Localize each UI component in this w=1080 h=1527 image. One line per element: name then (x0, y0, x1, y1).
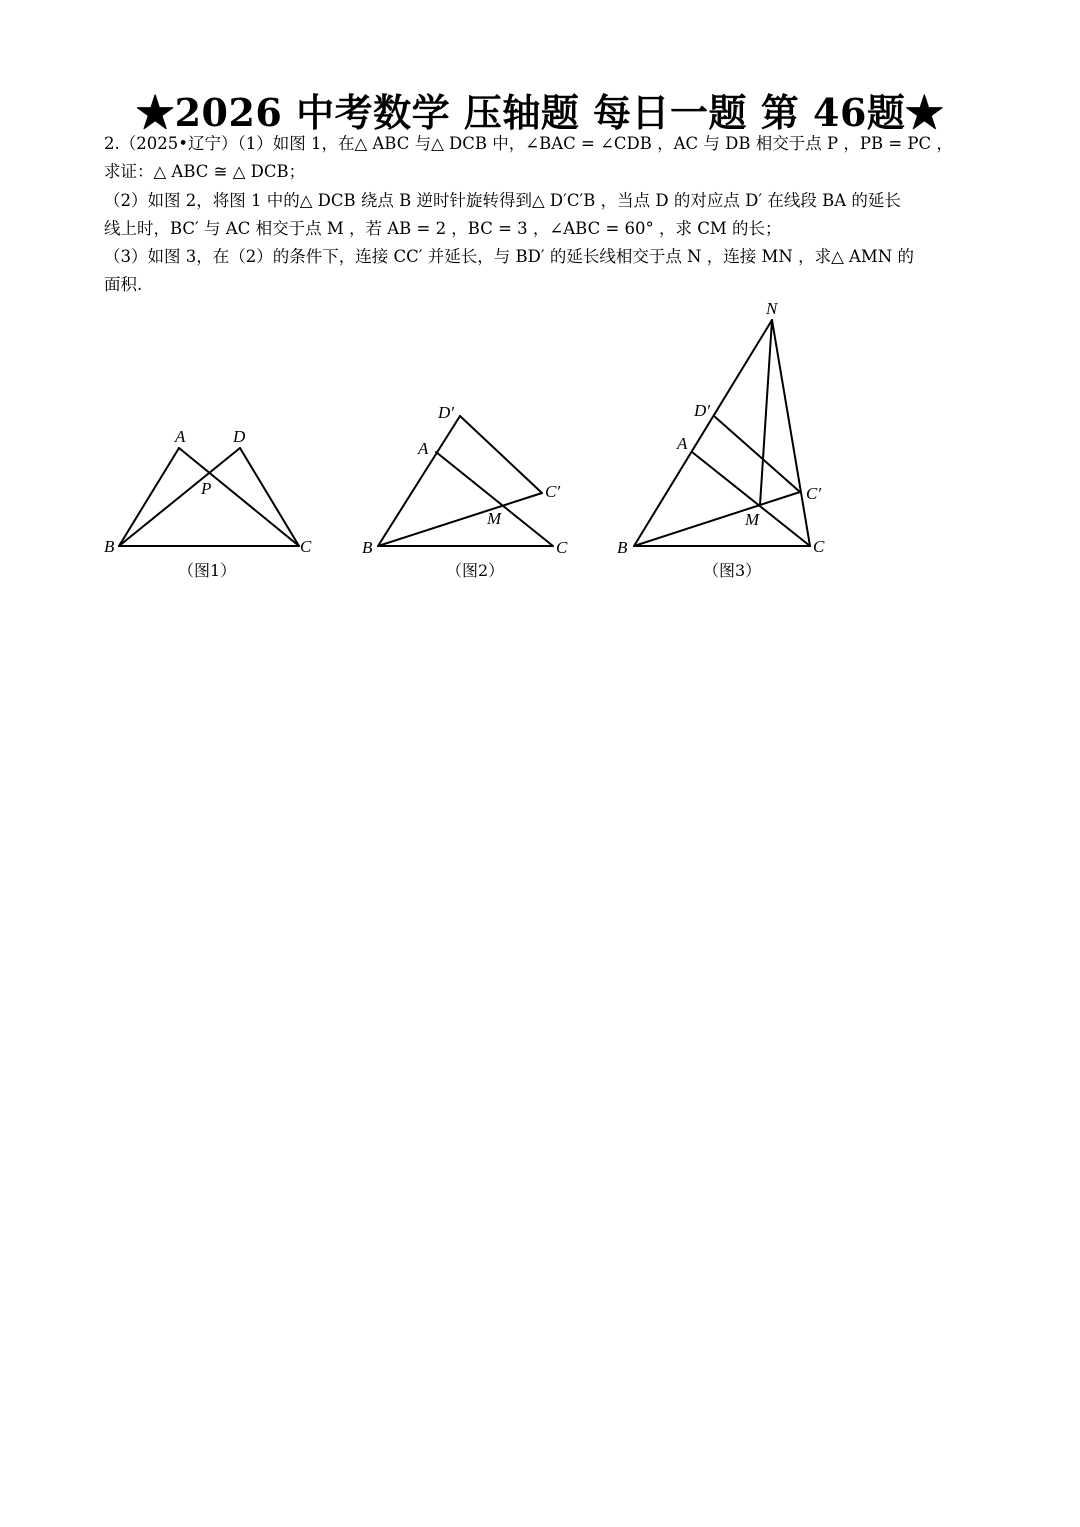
fig2-label-M: M (487, 509, 502, 528)
fig2-segment-AC (436, 452, 553, 546)
figure-1 (104, 427, 312, 580)
fig2-label-C-prime: C′ (545, 482, 561, 501)
fig1-segment-AC (179, 448, 299, 546)
fig3-label-B: B (617, 538, 628, 557)
fig3-label-M: M (745, 510, 760, 529)
fig1-label-D: D (233, 427, 246, 446)
fig1-segment-DC (240, 448, 299, 546)
fig3-caption: （图3） (703, 561, 762, 580)
fig3-label-C: C (813, 537, 825, 556)
fig2-label-A: A (418, 439, 429, 458)
problem-part-2-line-2: 线上时，BC′ 与 AC 相交于点 M ，若 AB = 2 ，BC = 3 ，∠ABC = 60° ，求 CM 的长； (104, 218, 782, 238)
fig3-label-A: A (677, 434, 688, 453)
fig3-label-D-prime: D′ (694, 401, 710, 420)
problem-part-3-line-1: （3）如图 3，在（2）的条件下，连接 CC′ 并延长，与 BD′ 的延长线相交于点 N ，连接 MN ，求△ AMN 的 (104, 247, 914, 267)
page-title: ★2026 中考数学 压轴题 每日一题 第 46题★ (136, 90, 944, 135)
fig2-label-D-prime: D′ (438, 403, 454, 422)
fig2-label-B: B (362, 538, 373, 557)
fig1-segment-AB (119, 448, 179, 546)
fig1-caption: （图1） (178, 561, 237, 580)
fig2-caption: （图2） (446, 561, 505, 580)
fig2-label-C: C (556, 538, 568, 557)
fig1-label-A: A (175, 427, 186, 446)
fig1-segment-DB (119, 448, 240, 546)
problem-part-2-line-1: （2）如图 2，将图 1 中的△ DCB 绕点 B 逆时针旋转得到△ D′C′B ，当点 D 的对应点 D′ 在线段 BA 的延长 (104, 190, 901, 210)
fig3-label-C-prime: C′ (806, 484, 822, 503)
figure-3 (617, 299, 825, 580)
problem-part-3-line-2: 面积. (104, 275, 143, 295)
fig2-segment-BD-prime (378, 416, 460, 546)
fig3-segment-NC (772, 320, 810, 546)
fig1-label-P: P (201, 479, 212, 498)
problem-intro-line-1: 2.（2025•辽宁）（1）如图 1，在△ ABC 与△ DCB 中，∠BAC = ∠CDB ，AC 与 DB 相交于点 P ，PB = PC ， (104, 134, 953, 153)
figure-2 (362, 403, 568, 580)
fig3-segment-NM (760, 320, 772, 505)
fig1-label-B: B (104, 537, 115, 556)
fig1-label-C: C (300, 537, 312, 556)
fig3-segment-AC (692, 452, 810, 546)
problem-intro-line-2: 求证：△ ABC ≅ △ DCB； (104, 162, 306, 182)
fig3-label-N: N (766, 299, 778, 318)
fig2-segment-BC-prime (378, 493, 542, 546)
